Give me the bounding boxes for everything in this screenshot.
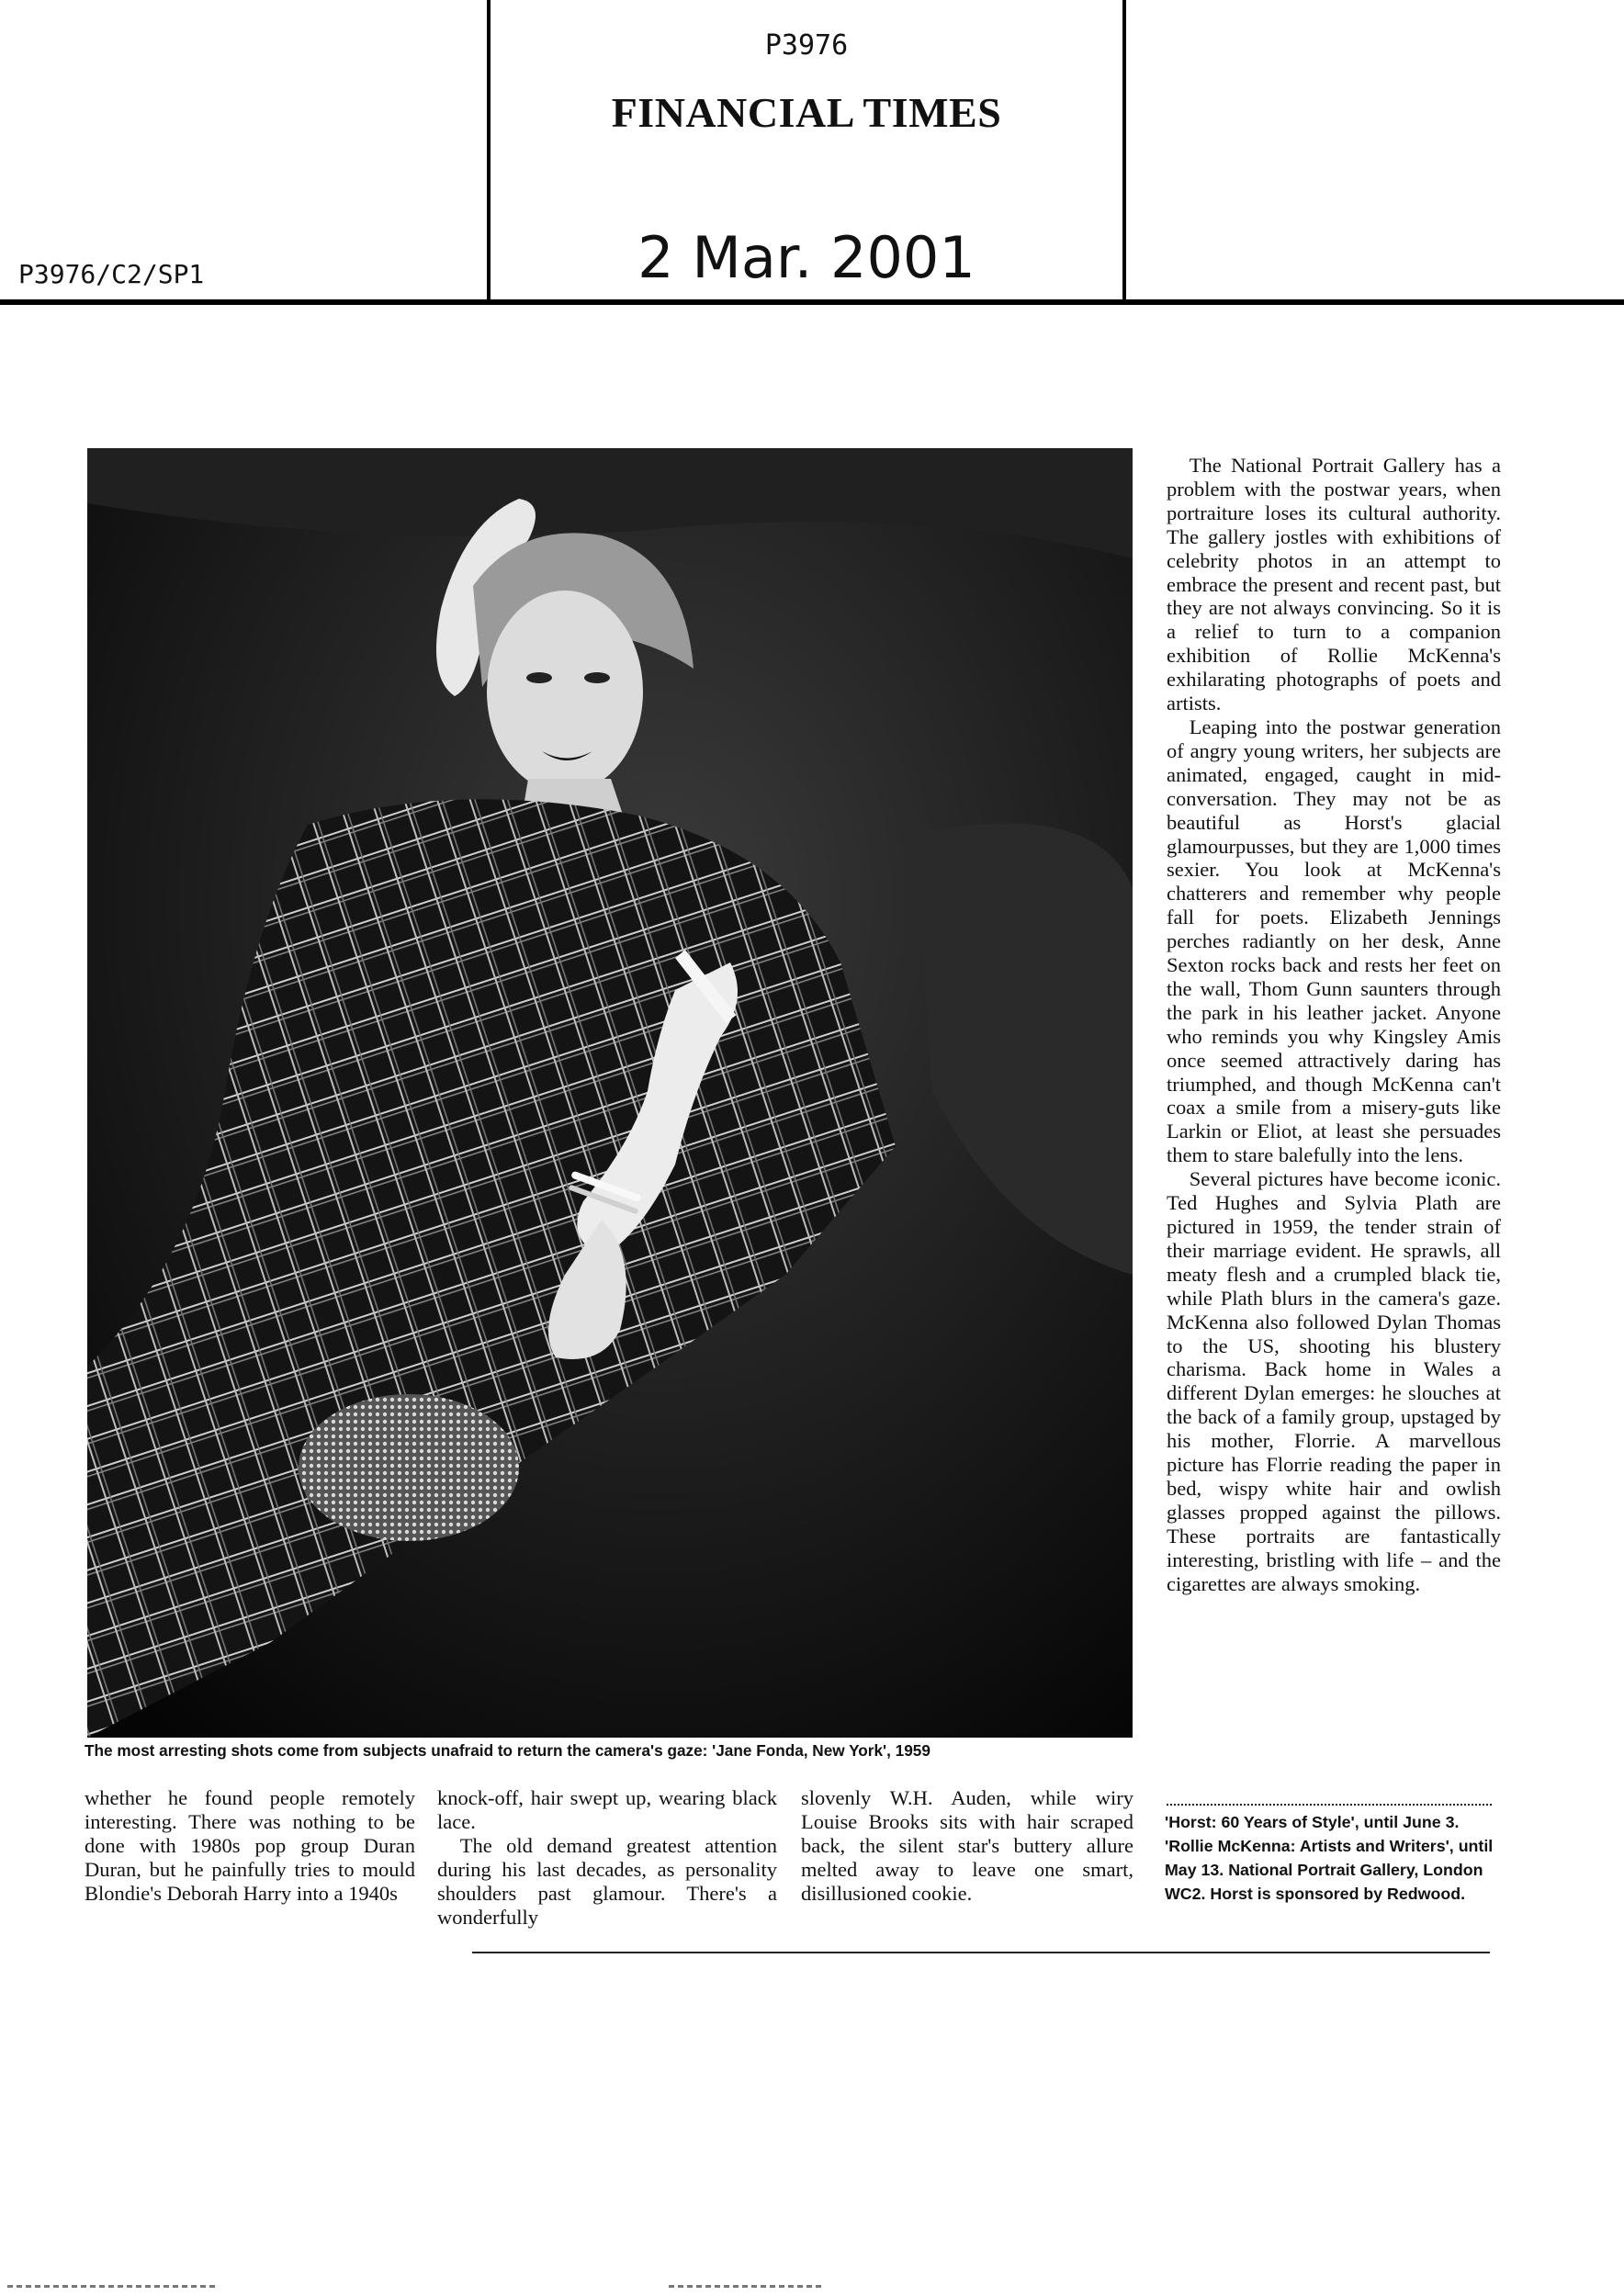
- dotted-divider: [1167, 1804, 1492, 1806]
- article-bottom-column-1: [85, 1786, 415, 1906]
- reference-code-top: P3976: [764, 29, 849, 62]
- paragraph: Leaping into the postwar generation of angry young writers, her subjects are animated, engaged, caught in mid-conversation. They may not be as beautiful as Horst's glacial glamourpusses, but they are 1,000 times sexier. You look at McKenna's chatterers and remember why people fall for poets. Elizabeth Jennings perches radiantly on her desk, Anne Sexton rocks back and rests her feet on the wall, Thom Gunn saunters through the park in his leather jacket. Anyone who reminds you why Kingsley Amis once seemed attractively daring has triumphed, and though McKenna can't coax a smile from a misery-guts like Larkin or Eliot, at least she persuades them to stare balefully into the lens.: [1167, 715, 1501, 1167]
- header-rule: [0, 299, 1624, 305]
- paragraph: The old demand greatest attention during his last decades, as personality shoulders past glamour. There's a wonderfully: [437, 1833, 777, 1929]
- paragraph: Several pictures have become iconic. Ted Hughes and Sylvia Plath are pictured in 1959, the tender strain of their marriage evident. He sprawls, all meaty flesh and a crumpled black tie, while Plath blurs in the camera's gaze. McKenna also followed Dylan Thomas to the US, shooting his blustery charisma. Back home in Wales a different Dylan emerges: he slouches at the back of a family group, upstaged by his mother, Florrie. A marvellous picture has Florrie reading the paper in bed, wispy white hair and owlish glasses propped against the pillows. These portraits are fantastically interesting, bristling with life – and the cigarettes are always smoking.: [1167, 1167, 1501, 1595]
- paragraph: knock-off, hair swept up, wearing black lace.: [437, 1786, 777, 1833]
- portrait-photo: [87, 448, 1133, 1738]
- newspaper-title: FINANCIAL TIMES: [611, 89, 1002, 136]
- reference-code-left: P3976/C2/SP1: [18, 259, 205, 289]
- scan-artifact: [7, 2285, 219, 2288]
- article-bottom-column-2: [437, 1786, 777, 1929]
- scan-artifact: [669, 2285, 825, 2288]
- article-right-column: [1167, 454, 1501, 1596]
- paragraph: The National Portrait Gallery has a problem with the postwar years, when portraiture loses its cultural authority. The gallery jostles with exhibitions of celebrity photos in an attempt to embrace the present and recent past, but they are not always convincing. So it is a relief to turn to a companion exhibition of Rollie McKenna's exhilarating photographs of poets and artists.: [1167, 454, 1501, 715]
- photo-caption: The most arresting shots come from subjects unafraid to return the camera's gaze: 'Jane Fonda, New York', 1959: [85, 1741, 930, 1760]
- exhibition-info: 'Horst: 60 Years of Style', until June 3. 'Rollie McKenna: Artists and Writers', until May 13. National Portrait Gallery, London WC2. Horst is sponsored by Redwood.: [1165, 1813, 1494, 1903]
- publication-date: 2 Mar. 2001: [637, 224, 976, 291]
- paragraph: slovenly W.H. Auden, while wiry Louise Brooks sits with hair scraped back, the silent star's buttery allure melted away to leave one smart, disillusioned cookie.: [801, 1786, 1133, 1905]
- paragraph: whether he found people remotely interesting. There was nothing to be done with 1980s pop group Duran Duran, but he painfully tries to mould Blondie's Deborah Harry into a 1940s: [85, 1786, 415, 1905]
- article-end-rule: [472, 1952, 1490, 1953]
- article-bottom-column-3: [801, 1786, 1133, 1906]
